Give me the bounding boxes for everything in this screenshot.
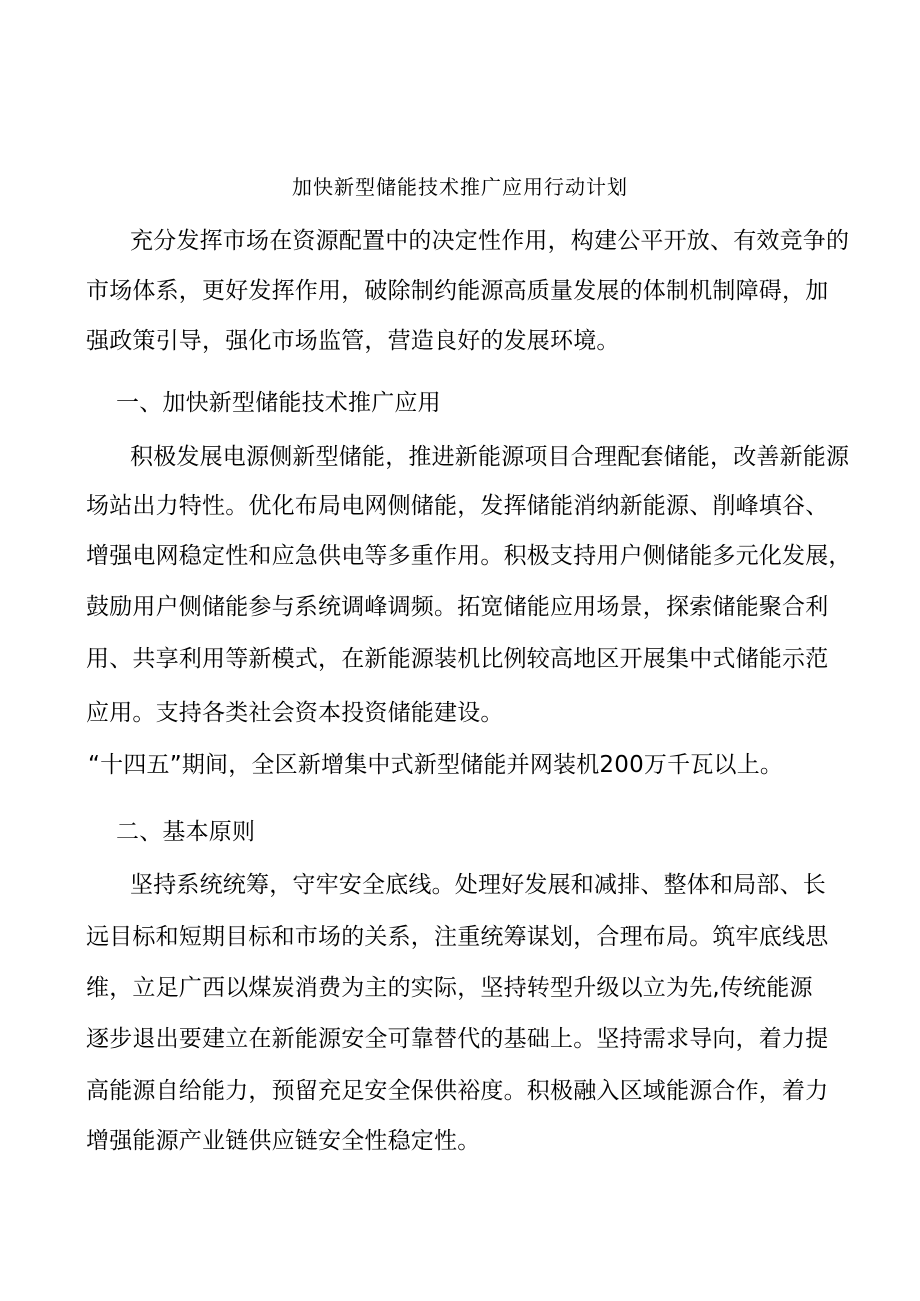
- document-title: 加快新型储能技术推广应用行动计划: [292, 175, 628, 199]
- section-1-target: “十四五”期间，全区新增集中式新型储能并网装机200万千瓦以上。: [88, 752, 784, 778]
- intro-line-3: 强政策引导，强化市场监管，营造良好的发展环境。: [86, 328, 620, 354]
- section-1-line-1: 积极发展电源侧新型储能，推进新能源项目合理配套储能，改善新能源: [130, 444, 850, 470]
- intro-line-2: 市场体系，更好发挥作用，破除制约能源高质量发展的体制机制障碍，加: [86, 278, 829, 304]
- section-1-line-3: 增强电网稳定性和应急供电等多重作用。积极支持用户侧储能多元化发展，: [86, 543, 852, 569]
- section-1-line-6: 应用。支持各类社会资本投资储能建设。: [86, 700, 504, 726]
- section-2-line-6: 增强能源产业链供应链安全性稳定性。: [86, 1128, 481, 1154]
- section-1-line-4: 鼓励用户侧储能参与系统调峰调频。拓宽储能应用场景，探索储能聚合利: [86, 594, 829, 620]
- section-2-line-1: 坚持系统统筹，守牢安全底线。处理好发展和减排、整体和局部、长: [130, 872, 826, 898]
- section-1-line-2: 场站出力特性。优化布局电网侧储能，发挥储能消纳新能源、削峰填谷、: [86, 493, 829, 519]
- section-2-line-4: 逐步退出要建立在新能源安全可靠替代的基础上。坚持需求导向，着力提: [86, 1026, 829, 1052]
- section-2-line-5: 高能源自给能力，预留充足安全保供裕度。积极融入区域能源合作，着力: [86, 1078, 829, 1104]
- section-2-heading: 二、基本原则: [116, 819, 256, 845]
- section-1-heading: 一、加快新型储能技术推广应用: [116, 390, 441, 416]
- intro-line-1: 充分发挥市场在资源配置中的决定性作用，构建公平开放、有效竞争的: [130, 228, 850, 254]
- section-1-line-5: 用、共享利用等新模式，在新能源装机比例较高地区开展集中式储能示范: [86, 646, 829, 672]
- section-2-line-3: 维，立足广西以煤炭消费为主的实际，坚持转型升级以立为先,传统能源: [86, 975, 813, 1001]
- section-2-line-2: 远目标和短期目标和市场的关系，注重统筹谋划，合理布局。筑牢底线思: [86, 924, 829, 950]
